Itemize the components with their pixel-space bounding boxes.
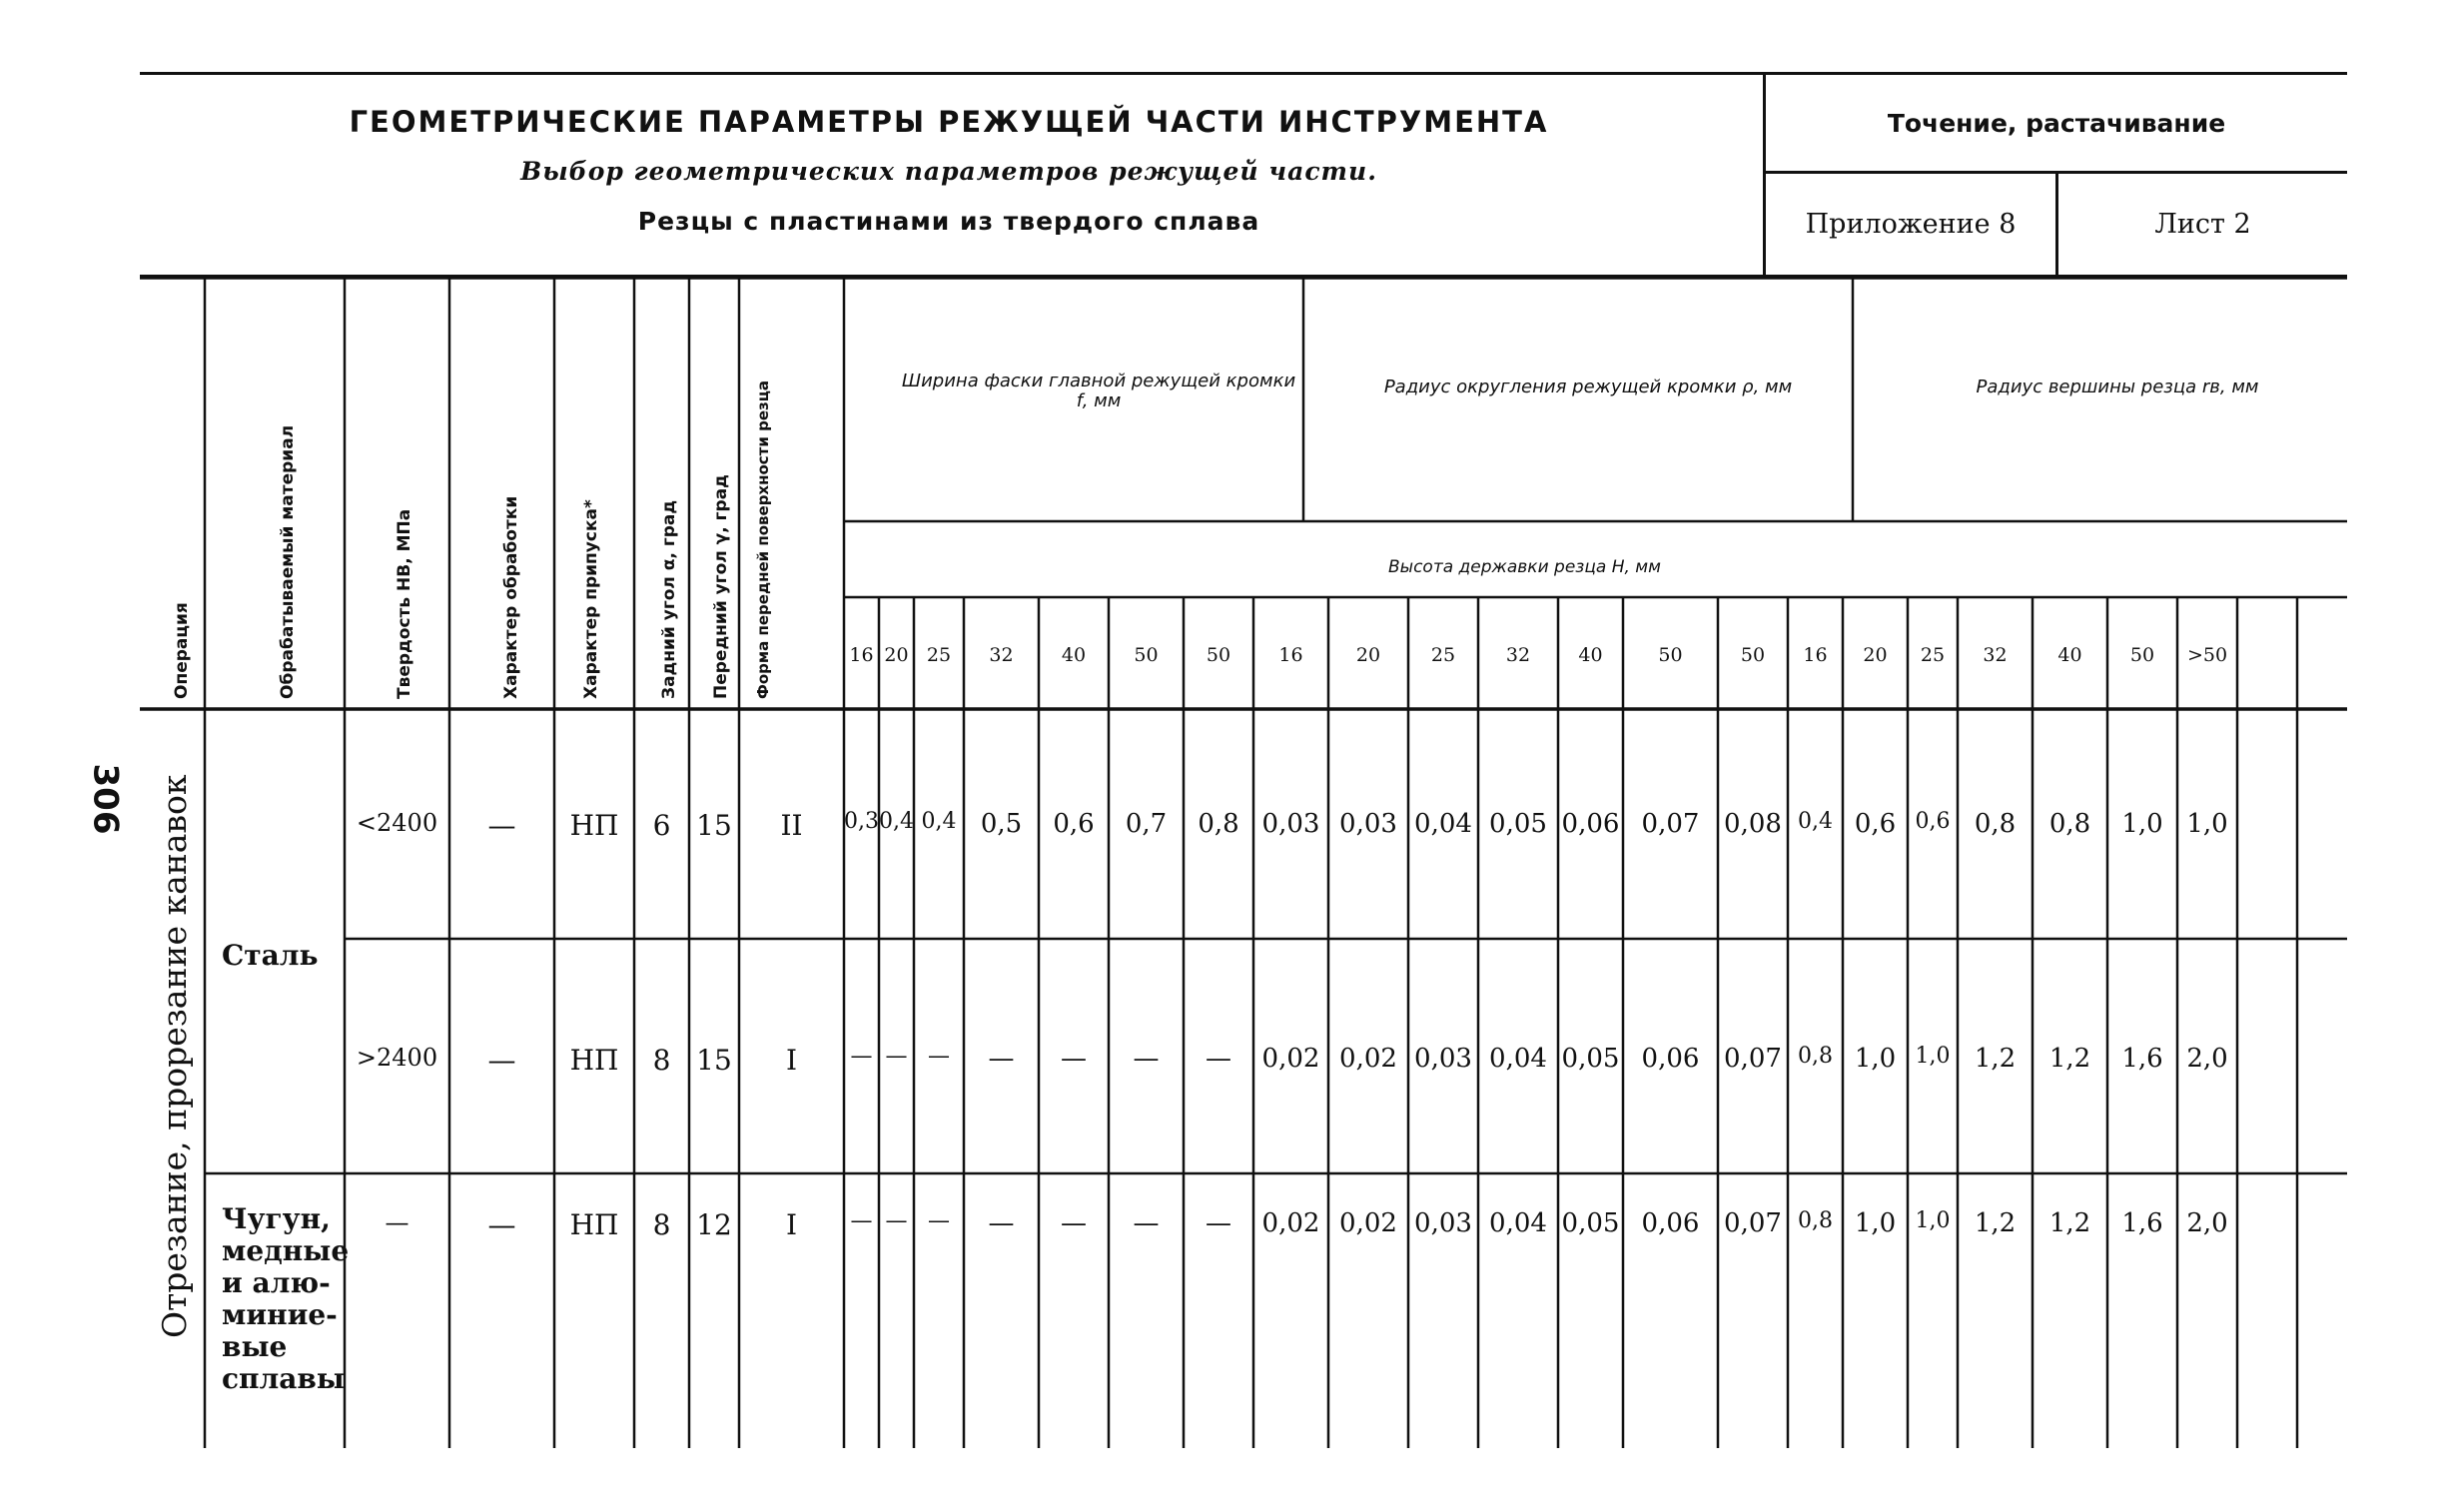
value-cell: 1,0 (1915, 1044, 1951, 1069)
value-cell: 1,6 (2121, 1044, 2163, 1074)
value-cell: 0,8 (1198, 809, 1239, 839)
value-cell: 1,0 (1854, 1208, 1897, 1238)
holder-height-label: Высота державки резца Н, мм (1388, 557, 1661, 577)
value-cell: 0,05 (1489, 809, 1547, 839)
holder-height-value: 20 (884, 644, 909, 666)
value-cell: 0,05 (1561, 1044, 1620, 1074)
holder-height-value: 32 (1505, 644, 1531, 666)
col-header-allowance: Характер припуска* (581, 499, 601, 699)
hardness-cell: >2400 (356, 1044, 438, 1072)
page-title: ГЕОМЕТРИЧЕСКИЕ ПАРАМЕТРЫ РЕЖУЩЕЙ ЧАСТИ ИНСТРУМЕНТА (349, 105, 1549, 139)
value-cell: 1,2 (1974, 1044, 2017, 1074)
holder-height-value: 50 (1740, 644, 1766, 666)
value-cell: 0,3 (844, 809, 879, 834)
face-shape-cell: I (785, 1208, 798, 1241)
value-cell: — (928, 1044, 950, 1069)
holder-height-value: 40 (1578, 644, 1603, 666)
operation-label: Отрезание, прорезание канавок (155, 774, 194, 1338)
value-cell: 0,03 (1414, 1044, 1472, 1074)
value-cell: 0,07 (1724, 1208, 1782, 1238)
holder-height-value: 16 (1803, 644, 1828, 666)
face-shape-cell: I (785, 1044, 798, 1077)
process-cell: — (487, 1044, 516, 1077)
value-cell: 0,8 (1798, 1208, 1833, 1233)
value-cell: 0,03 (1414, 1208, 1472, 1238)
allowance-cell: НП (569, 809, 619, 842)
value-cell: 0,02 (1261, 1208, 1320, 1238)
value-cell: 0,6 (1854, 809, 1897, 839)
value-cell: 2,0 (2186, 1208, 2228, 1238)
holder-height-value: 32 (1983, 644, 2008, 666)
value-cell: — (850, 1044, 873, 1069)
value-cell: — (1061, 1208, 1087, 1238)
holder-height-value: 50 (1206, 644, 1231, 666)
value-cell: — (1133, 1044, 1160, 1074)
value-cell: 0,04 (1489, 1044, 1547, 1074)
value-cell: 1,6 (2121, 1208, 2163, 1238)
value-cell: — (1061, 1044, 1087, 1074)
holder-height-value: 50 (1658, 644, 1683, 666)
value-cell: — (1206, 1044, 1231, 1074)
col-header-operation: Операция (172, 602, 192, 699)
value-cell: — (928, 1208, 950, 1233)
value-cell: — (850, 1208, 873, 1233)
front-angle-cell: 12 (696, 1208, 732, 1241)
front-angle-cell: 15 (696, 1044, 732, 1077)
holder-height-value: 40 (2057, 644, 2082, 666)
material-steel: Сталь (222, 939, 319, 972)
value-cell: 0,7 (1125, 809, 1168, 839)
value-cell: 0,02 (1339, 1044, 1397, 1074)
group-header-tip-radius: Радиус вершины резца rв, мм (1976, 377, 2259, 397)
process-cell: — (487, 1208, 516, 1241)
page-subtitle: Выбор геометрических параметров режущей части. (520, 157, 1377, 186)
value-cell: 0,07 (1724, 1044, 1782, 1074)
value-cell: 0,04 (1414, 809, 1472, 839)
value-cell: 1,0 (1854, 1044, 1897, 1074)
value-cell: 0,08 (1724, 809, 1782, 839)
value-cell: 0,07 (1641, 809, 1700, 839)
hardness-cell: — (385, 1208, 409, 1236)
value-cell: — (988, 1044, 1015, 1074)
value-cell: 0,4 (921, 809, 957, 834)
appendix-label: Приложение 8 (1766, 174, 2058, 275)
col-header-front-angle: Передний угол γ, град (711, 474, 731, 699)
holder-height-value: 25 (926, 644, 952, 666)
holder-height-value: 16 (849, 644, 874, 666)
section-name: Точение, растачивание (1766, 75, 2347, 174)
col-header-hardness: Твердость НВ, МПа (395, 508, 414, 699)
material-cast-iron: Чугун, медные и алю- миние- вые сплавы (222, 1202, 350, 1395)
value-cell: — (988, 1208, 1015, 1238)
value-cell: 0,4 (879, 809, 914, 834)
value-cell: 1,0 (1915, 1208, 1951, 1233)
value-cell: — (1133, 1208, 1160, 1238)
col-header-process: Характер обработки (501, 495, 521, 699)
col-header-material: Обрабатываемый материал (278, 424, 298, 699)
holder-height-value: 50 (2129, 644, 2155, 666)
page-number: 306 (85, 763, 126, 835)
value-cell: 0,6 (1053, 809, 1095, 839)
holder-height-value: 20 (1355, 644, 1381, 666)
value-cell: 1,0 (2121, 809, 2163, 839)
process-cell: — (487, 809, 516, 842)
col-header-back-angle: Задний угол α, град (659, 499, 679, 699)
col-header-face-shape: Форма передней поверхности резца (754, 380, 772, 699)
value-cell: 0,02 (1261, 1044, 1320, 1074)
value-cell: 1,2 (2048, 1208, 2091, 1238)
value-cell: 0,8 (1974, 809, 2017, 839)
value-cell: 0,04 (1489, 1208, 1547, 1238)
sheet-label: Лист 2 (2154, 209, 2251, 240)
back-angle-cell: 8 (652, 1044, 671, 1077)
holder-height-value: 20 (1863, 644, 1888, 666)
value-cell: 0,03 (1261, 809, 1320, 839)
value-cell: 0,03 (1339, 809, 1397, 839)
group-header-edge-radius: Радиус округления режущей кромки ρ, мм (1383, 377, 1793, 397)
holder-height-value: >50 (2186, 644, 2228, 666)
value-cell: 0,05 (1561, 1208, 1620, 1238)
value-cell: 2,0 (2186, 1044, 2228, 1074)
value-cell: 1,2 (1974, 1208, 2017, 1238)
face-shape-cell: II (780, 809, 803, 842)
holder-height-value: 32 (989, 644, 1014, 666)
value-cell: 0,6 (1915, 809, 1951, 834)
value-cell: 0,06 (1641, 1044, 1700, 1074)
holder-height-value: 50 (1134, 644, 1159, 666)
value-cell: 1,2 (2048, 1044, 2091, 1074)
value-cell: 0,8 (2048, 809, 2091, 839)
value-cell: 0,4 (1798, 809, 1833, 834)
hardness-cell: <2400 (356, 809, 438, 837)
holder-height-value: 40 (1061, 644, 1087, 666)
value-cell: 0,02 (1339, 1208, 1397, 1238)
group-header-chamfer: Ширина фаски главной режущей кромки f, мм (901, 371, 1296, 411)
back-angle-cell: 8 (652, 1208, 671, 1241)
value-cell: — (885, 1044, 908, 1069)
value-cell: 1,0 (2186, 809, 2228, 839)
front-angle-cell: 15 (696, 809, 732, 842)
value-cell: 0,8 (1798, 1044, 1833, 1069)
holder-height-value: 25 (1920, 644, 1946, 666)
page-subtitle-2: Резцы с пластинами из твердого сплава (637, 207, 1260, 236)
value-cell: 0,06 (1641, 1208, 1700, 1238)
value-cell: — (1206, 1208, 1231, 1238)
allowance-cell: НП (569, 1044, 619, 1077)
value-cell: — (885, 1208, 908, 1233)
back-angle-cell: 6 (652, 809, 671, 842)
allowance-cell: НП (569, 1208, 619, 1241)
holder-height-value: 16 (1278, 644, 1303, 666)
holder-height-value: 25 (1430, 644, 1456, 666)
value-cell: 0,5 (980, 809, 1023, 839)
value-cell: 0,06 (1561, 809, 1620, 839)
